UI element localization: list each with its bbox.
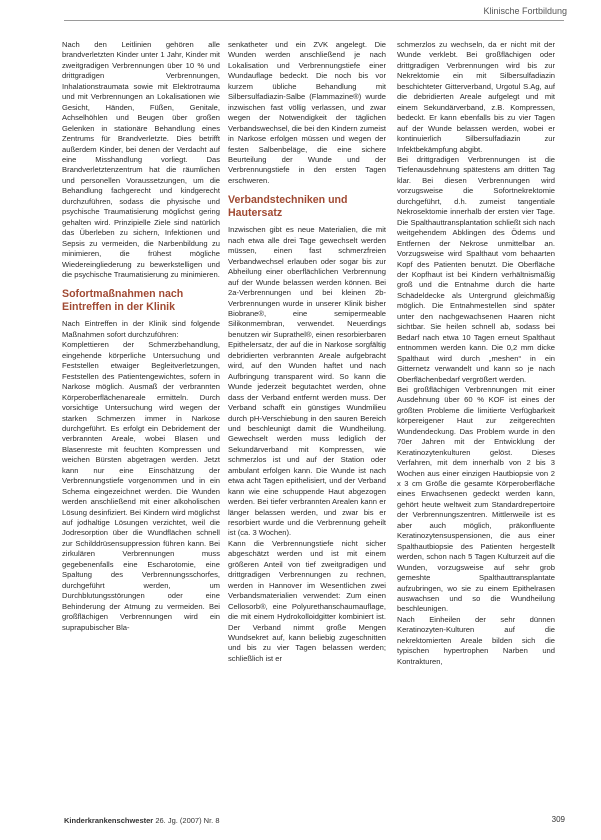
footer [64, 816, 220, 825]
journal-issue: 26. Jg. (2007) Nr. 8 [155, 816, 220, 825]
section-title: Klinische Fortbildung [483, 6, 567, 16]
paragraph: senkatheter und ein ZVK angelegt. Die Wunden werden anschließend je nach Lokalisation und Verbrennungstiefe einer Wundauflage bedeckt. Die noch bis vor kurzem übliche Behandlung mit Silbersulfadiazin-Salbe (Flammazine®) wurde inzwischen fast völlig verlassen, und zwar wegen der Notwendigkeit der täglichen Verbandswechsel, die bei den Kindern zumeist in Narkose erfolgen müssen und wegen der festen Salbenbeläge, die eine sichere Beurteilung der Wunde und der Verbrennungstiefe in den ersten Tagen erschweren. [228, 40, 386, 185]
text-column-1 [62, 40, 220, 810]
paragraph: Bei großflächigen Verbrennungen mit einer Ausdehnung über 60 % KOF ist eines der größten Probleme die limitierte Verfügbarkeit körpereigener Haut zur zeitgerechten Wundendeckung. Das Problem wurde in den 70er Jahren mit der Entwicklung der Keratinozytenkulturen gelöst. Dieses Verfahren, mit dem innerhalb von 2 bis 3 Wochen aus einer einzigen Hautbiopsie von 2 x 3 cm Größe die gesamte Körperoberfläche eines Erwachsenen gedeckt werden kann, gehört heute weltweit zum Standardrepertoire der Verbrennungszentren. Mittlerweile ist es aber auch möglich, präkonfluente Keratinozytensuspensionen, die aus einer Spalthautbiopsie des Patienten hergestellt werden, schon nach 5 Tagen Kulturzeit auf die Wunden, vorzugsweise auf sehr grob gemeshte Spalthauttransplantate aufzubringen, wo sie zu einem Epithelrasen auswachsen und so die Wundheilung beschleunigen. [397, 384, 555, 614]
section-heading: Sofortmaßnahmen nach Eintreffen in der Klinik [62, 288, 184, 313]
paragraph: schmerzlos zu wechseln, da er nicht mit der Wunde verklebt. Bei großflächigen oder drittgradigen Verbrennungen wird bis zur Nekrektomie ein mit Silbersulfadiazin beschichteter Gitterverband, Urgotul S.Ag, auf die debridierten Areale aufgelegt und mit einem Sekundärverband, z.B. Kompressen, bedeckt. Er kann ebenfalls bis zu vier Tagen auf der Wunde belassen werden, wobei er kontinuierlich Silbersulfadiazin zur Infektbekämpfung abgibt. [397, 40, 555, 154]
paragraph: Nach Einheilen der sehr dünnen Keratinozyten-Kulturen auf die nekrektomierten Areale bilden sich die typischen hypertrophen Narben und Kontrakturen, [397, 614, 555, 666]
paragraph: Nach Eintreffen in der Klinik sind folgende Maßnahmen sofort durchzuführen: [62, 319, 220, 339]
paragraph: Inzwischen gibt es neue Materialien, die mit nach etwa alle drei Tage gewechselt werden müssen, einen fast schmerzfreien Verbandwechsel erlauben oder sogar bis zur Abheilung einer oberflächlichen Verbrennung auf der Wunde belassen werden können. Bei 2a-Verbrennungen und bei kleinen 2b-Verbrennungen wurde in unserer Klinik bisher Biobrane®, eine semipermeable Silikonmembran, verwendet. Neuerdings benutzen wir Suprathel®, einen resorbierbaren Epithelersatz, der auf die in Narkose sorgfältig debridierten verbrannten Areale aufgebracht wird, auf den Wunden haftet und nach Aufbringung transparent wird. So kann die Wunde jederzeit begutachtet werden, ohne dass der Verband entfernt werden muss. Der Verband schafft ein günstiges Wundmilieu durch pH-Verschiebung in den sauren Bereich und beschleunigt damit die Wundheilung. Gewechselt werden muss lediglich der Sekundärverband mit Kompressen, wie schmerzlos ist und auf der Station oder ambulant erfolgen kann. Die Wunde ist nach etwa acht Tagen epithelisiert, und der Verband kann wie eine schuppende Haut abgezogen werden. Bei tiefer verbrannten Arealen kann er länger belassen werden, und zwar bis er resorbiert wurde und die Verbrennung geheilt ist (ca. 3 Wochen). [228, 225, 386, 538]
text-column-3 [397, 40, 555, 810]
paragraph: Kann die Verbrennungstiefe nicht sicher abgeschätzt werden und ist mit einem größeren Anteil von tief zweitgradigen und drittgradigen Verbrennungen zu rechnen, werden in Hannover im Wesentlichen zwei Verbandsmaterialien verwendet: Zum einen Cellosorb®, eine Polyurethanschaumauflage, die mit einem Hydrokolloidgitter kombiniert ist. Der Verband nimmt große Mengen Wundsekret auf, kann beliebig zugeschnitten und bis zu vier Tagen belassen werden; schließlich ist er [228, 538, 386, 663]
section-heading: Verbandstechniken und Hautersatz [228, 194, 348, 219]
journal-name: Kinderkrankenschwester [64, 816, 154, 825]
text-column-2 [228, 40, 386, 810]
paragraph: Nach den Leitlinien gehören alle brandverletzten Kinder unter 1 Jahr, Kinder mit zweitgradigen Verbrennungen über 10 % und drittgradigen Verbrennungen, Inhalationstraumata sowie mit Elektrotrauma und mit Verbrennungen an Lokalisationen wie Gesicht, Händen, Füßen, Genitale, Achselhöhlen und Beugen über großen Gelenken in stationäre Behandlung eines Zentrums für Brandverletzte. Dies betrifft außerdem Kinder, bei denen der Verdacht auf eine Misshandlung vorliegt. Das Brandverletztenzentrum hat die räumlichen und personellen Voraussetzungen, um die Behandlung fachgerecht und kindgerecht durchzuführen, sodass die physische und psychische Traumatisierung möglichst gering gehalten wird. Prinzipielle Ziele sind natürlich das Überleben zu sichern, Infektionen und Sepsis zu vermeiden, die Narbenbildung zu minimieren, die frühest mögliche Wiedereingliederung zu bewerkstelligen und die psychische Traumatisierung zu minimieren. [62, 40, 220, 279]
header-rule [64, 20, 564, 21]
page-number: 309 [551, 815, 565, 824]
paragraph: Komplettieren der Schmerzbehandlung, eingehende körperliche Untersuchung und Feststellen etwaiger Begleitverletzungen, Feststellen des Patientengewichtes, sofern in Narkose möglich. Ausmaß der verbrannten Körperoberflächenareale ermitteln. Durch vorsichtige Untersuchung wird wegen der starken Schmerzen immer in Narkose durchgeführt. Es erfolgt ein Debridement der verbrannten Areale, wobei Blasen und Blasenreste mit feuchten Kompressen und weichen Bürsten abgetragen werden. Jetzt kann nur eine Einschätzung der Verbrennungstiefe vorgenommen und in ein Schema eingezeichnet werden. Die Wunden werden anschließend mit einer alkoholischen Lösung desinfiziert. Bei Kindern wird möglichst auf jodhaltige Lösungen verzichtet, weil die Jodresorption über die Wundflächen schnell zur Schilddrüsensuppression führen kann. Bei zirkulären Verbrennungen muss gegebenenfalls eine Escharotomie, eine Spaltung des Verbrennungsschorfes, durchgeführt werden, um Durchblutungsstörungen oder eine Behinderung der Atmung zu vermeiden. Bei großflächigen Verbrennungen wird ein suprapubischer Bla- [62, 340, 220, 632]
paragraph: Bei drittgradigen Verbrennungen ist die Tiefenausdehnung spätestens am dritten Tag klar. Bei diesen Verbrennungen wird vorzugsweise die Sofortnekrektomie durchgeführt, d.h. zumeist tangentiale Nekrosektomie innerhalb der ersten vier Tage. Die Spalthauttransplantation schließt sich nach weitgehendem Abklingen des Ödems und Entfernen der Nekrose unmittelbar an. Vorzugsweise wird Spalthaut vom behaarten Kopf des Patienten benutzt. Die Oberfläche der Kopfhaut ist bei Kindern verhältnismäßig groß und die Entnahme durch die harte Schädeldecke als Untergrund gleichmäßig möglich. Die Entnahmestellen sind später unter den nachgewachsenen Haaren nicht sichtbar. Sie heilen schnell ab, sodass bei Bedarf nach etwa 10 Tagen erneut Spalthaut entnommen werden kann. Die 0,2 mm dicke Spalthaut wird durch „meshen“ in ein Gitternetz verwandelt und kann so je nach Oberflächenbedarf vergrößert werden. [397, 154, 555, 384]
